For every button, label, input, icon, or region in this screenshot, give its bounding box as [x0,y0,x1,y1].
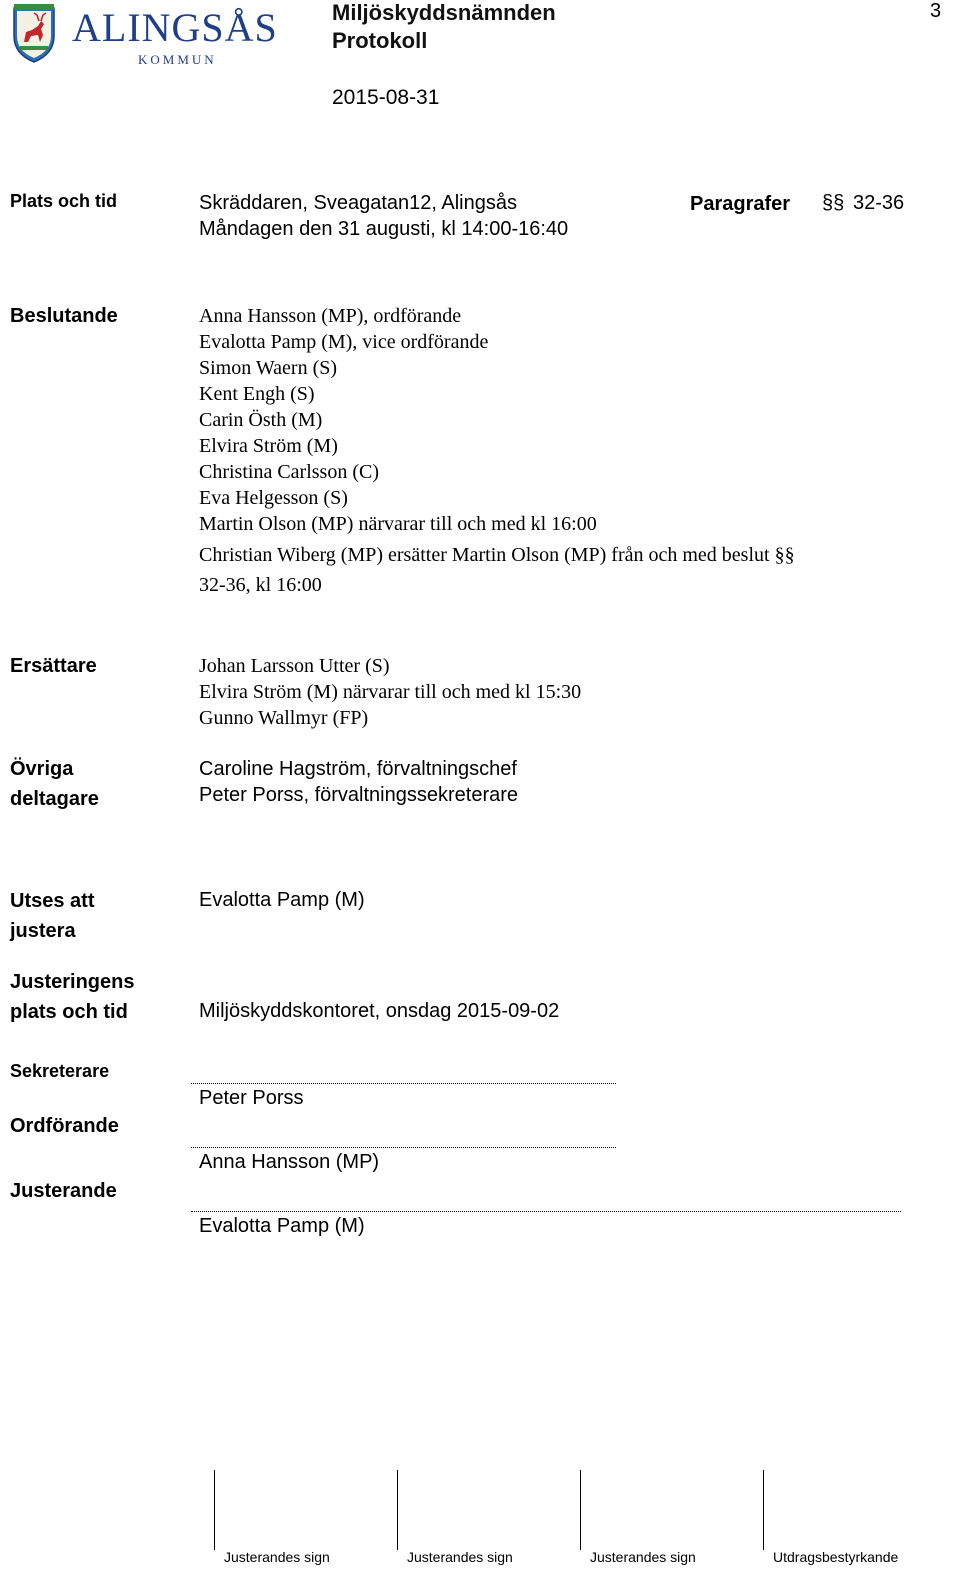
chair-name: Anna Hansson (MP) [199,1151,380,1173]
document-date: 2015-08-31 [332,86,440,109]
adjuster-signature-name: Evalotta Pamp (M) [199,1215,365,1237]
organization-name: Miljöskyddsnämnden [332,0,556,25]
list-item: Eva Helgesson (S) [199,487,348,509]
logo-subtitle: KOMMUN [138,52,217,67]
other-participants-list [199,756,518,808]
logo-wordmark: ALINGSÅS [72,5,278,50]
secretary-label: Sekreterare [10,1061,110,1081]
document-type: Protokoll [332,28,428,53]
chair-signature-line [191,1147,616,1148]
municipality-logo [10,2,310,68]
secretary-name: Peter Porss [199,1087,304,1109]
meeting-time: Måndagen den 31 augusti, kl 14:00-16:40 [199,218,569,240]
other-participants-label-line1: Övriga [10,758,74,780]
paragraphs-symbol: §§ [822,192,845,214]
list-item: Johan Larsson Utter (S) [199,655,390,677]
list-item: Christina Carlsson (C) [199,461,379,483]
adjustment-place-time: Miljöskyddskontoret, onsdag 2015-09-02 [199,1000,560,1022]
adjustment-label-line2: plats och tid [10,1001,128,1023]
list-item: Gunno Wallmyr (FP) [199,707,369,729]
other-participants-label-line2: deltagare [10,788,99,810]
chair-label: Ordförande [10,1115,119,1137]
adjustment-label-line1: Justeringens [10,971,135,993]
list-item: Martin Olson (MP) närvarar till och med kl 16:00 [199,513,597,535]
footer-divider [763,1470,764,1550]
paragraphs-range: 32-36 [853,192,905,214]
list-item: Peter Porss, förvaltningssekreterare [199,784,519,806]
paragraphs-label: Paragrafer [690,193,791,215]
meeting-place: Skräddaren, Sveagatan12, Alingsås [199,192,517,214]
substitutes-label: Ersättare [10,655,97,677]
substitution-note-line1: Christian Wiberg (MP) ersätter Martin Olson (MP) från och med beslut §§ [199,544,795,566]
list-item: Elvira Ström (M) [199,435,338,457]
adjuster-name: Evalotta Pamp (M) [199,889,365,911]
list-item: Carin Östh (M) [199,409,323,431]
footer-sign-label: Justerandes sign [224,1549,330,1565]
list-item: Caroline Hagström, förvaltningschef [199,758,517,780]
adjuster-label-line2: justera [10,920,76,942]
list-item: Anna Hansson (MP), ordförande [199,305,462,327]
adjuster-signature-label: Justerande [10,1180,117,1202]
substitutes-list [199,653,581,731]
place-time-label: Plats och tid [10,191,118,211]
coat-of-arms-icon [10,2,58,64]
decision-makers-list [199,303,597,537]
secretary-signature-line [191,1083,616,1084]
list-item: Kent Engh (S) [199,383,315,405]
decision-makers-label: Beslutande [10,305,118,327]
footer-sign-label: Justerandes sign [407,1549,513,1565]
substitution-note-line2: 32-36, kl 16:00 [199,574,322,596]
footer-divider [580,1470,581,1550]
footer-sign-label: Justerandes sign [590,1549,696,1565]
list-item: Evalotta Pamp (M), vice ordförande [199,331,489,353]
adjuster-signature-line [191,1211,901,1212]
footer-divider [214,1470,215,1550]
list-item: Simon Waern (S) [199,357,338,379]
footer-divider [397,1470,398,1550]
adjuster-label-line1: Utses att [10,890,95,912]
page-number: 3 [930,0,942,22]
list-item: Elvira Ström (M) närvarar till och med kl 15:30 [199,681,582,703]
footer-certification-label: Utdragsbestyrkande [773,1549,899,1565]
